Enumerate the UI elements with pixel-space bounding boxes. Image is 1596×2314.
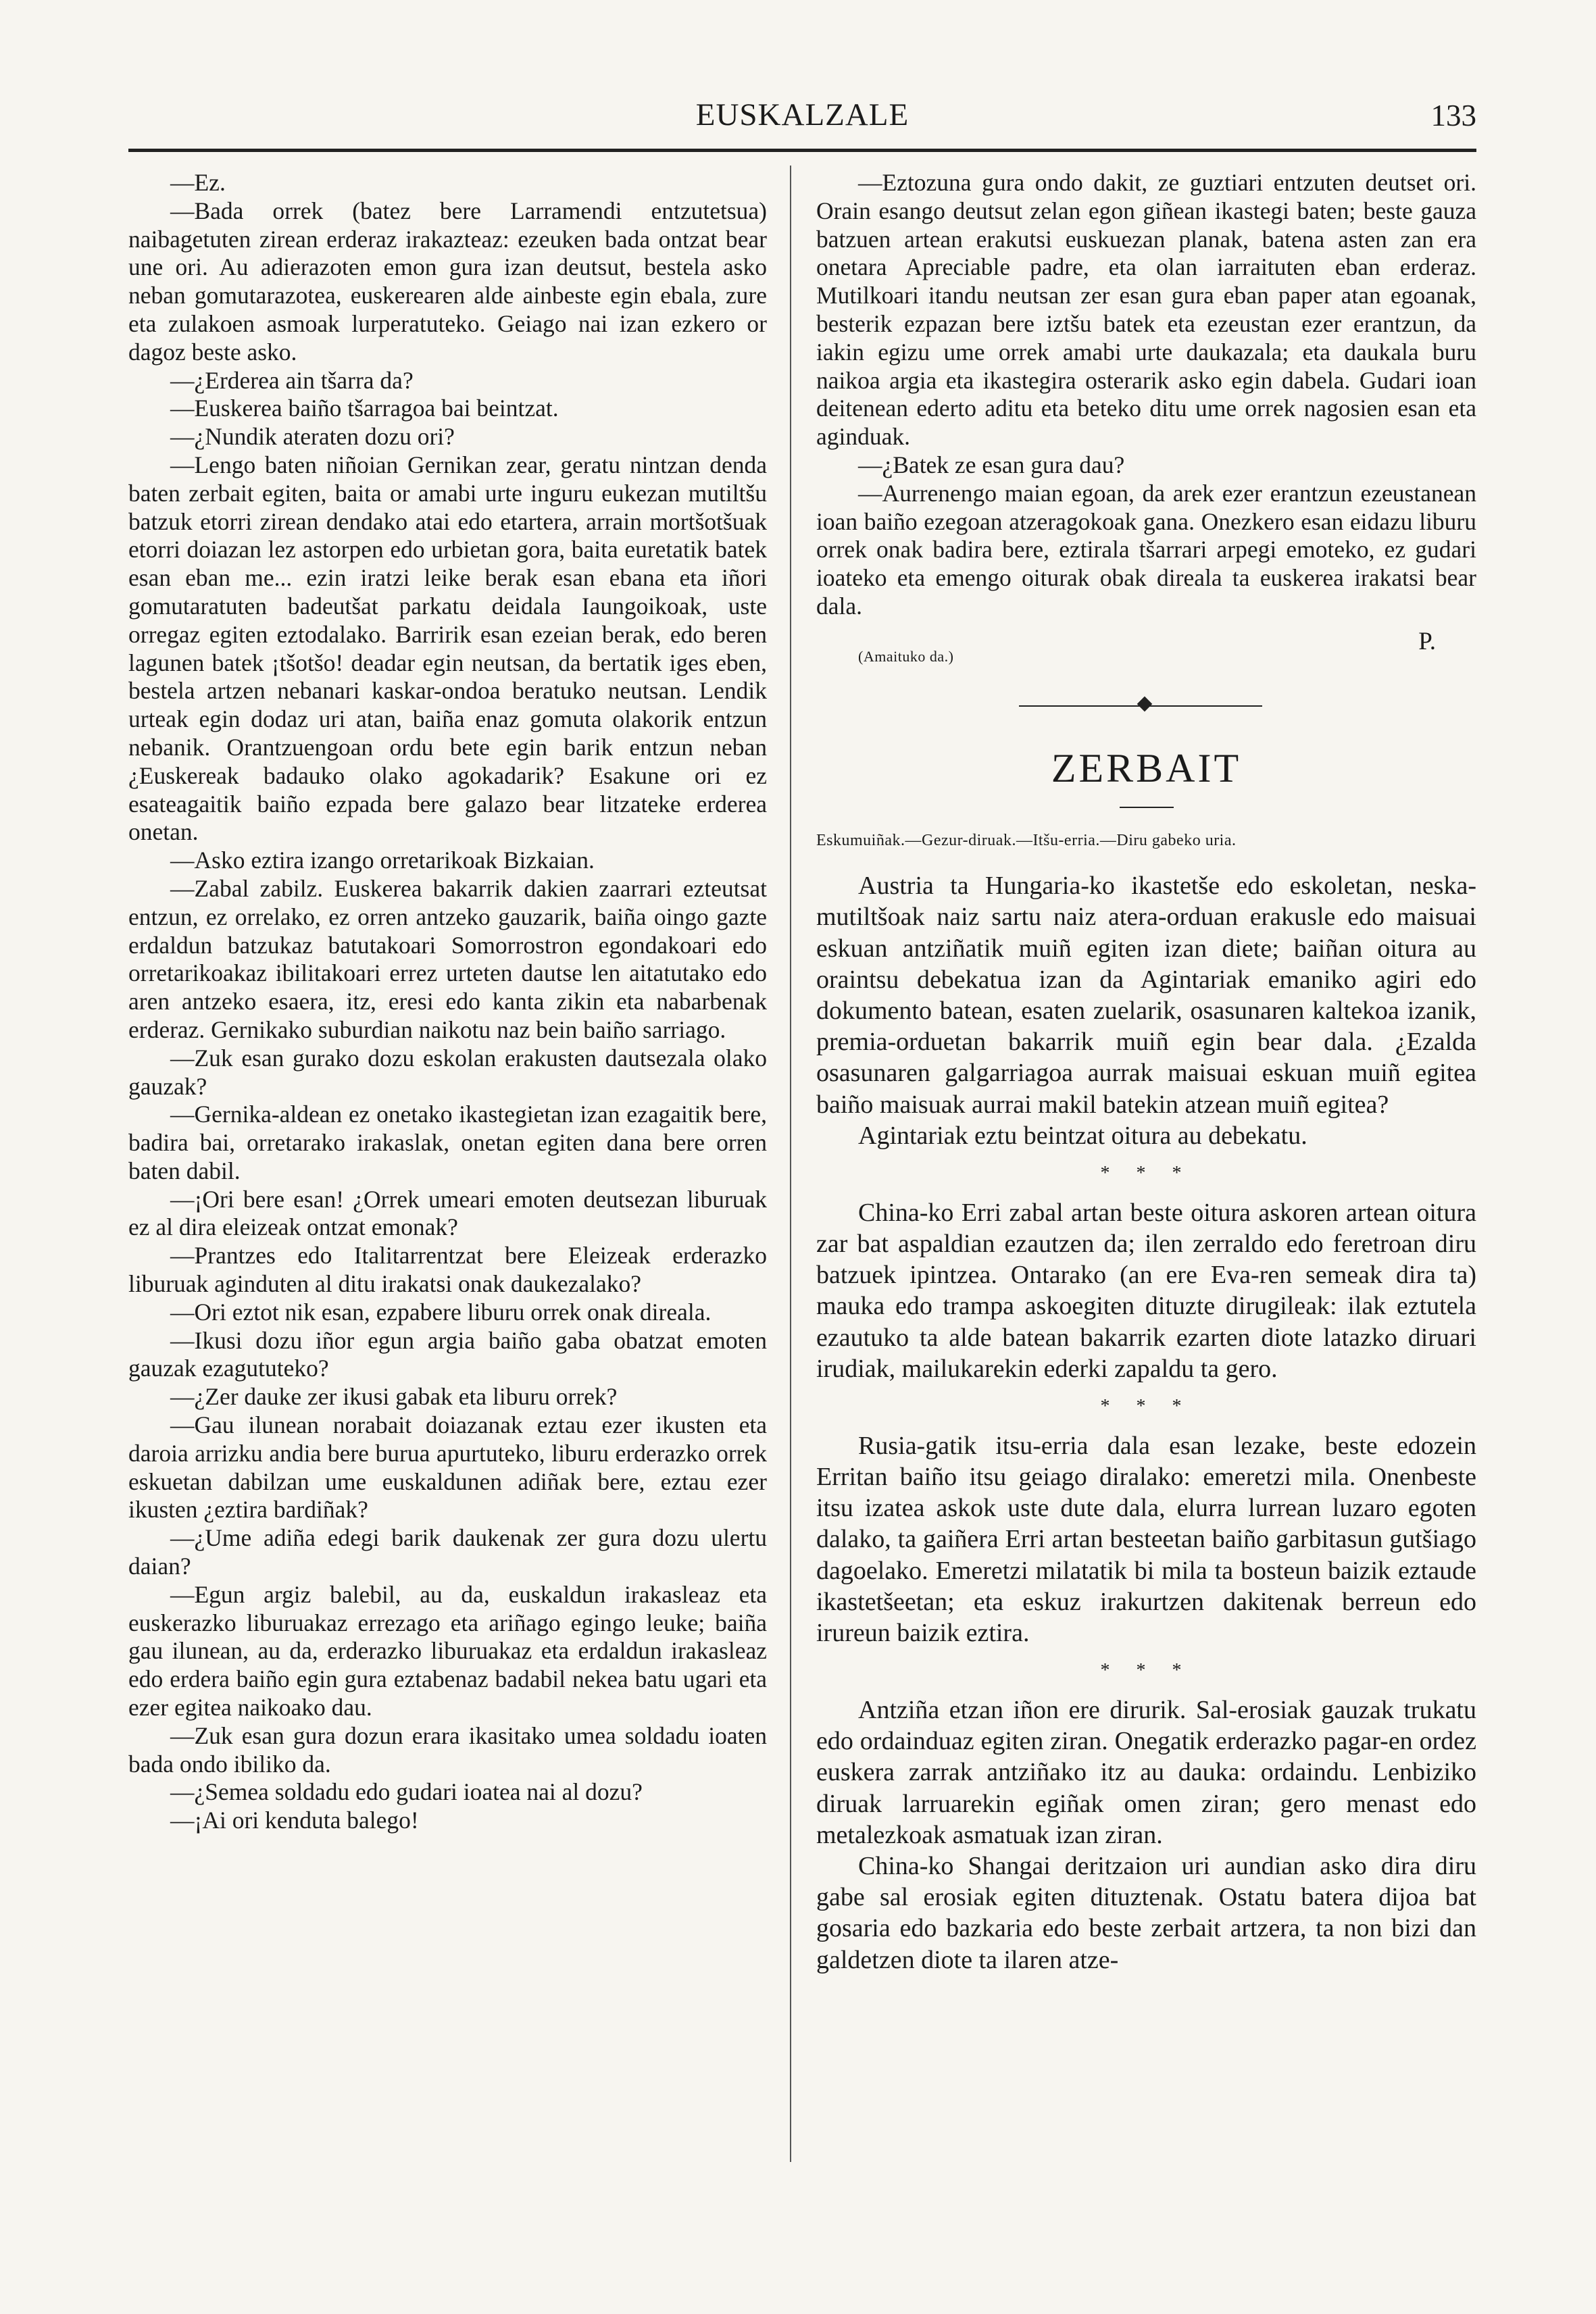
- section-subheads: Eskumuiñak.—Gezur-diruak.—Itšu-erria.—Diru gabeko uria.: [816, 832, 1237, 850]
- article-paragraph: Agintariak eztu beintzat oitura au debekatu.: [858, 1121, 1307, 1150]
- left-column: [128, 169, 767, 1835]
- dialogue-line: —Aurrenengo maian egoan, da arek ezer erantzun ezeustanean ioan baiño ezegoan atzeragokoak gana. Onezkero esan eidazu liburu orrek onak badira bere, eztirala tšarrari arpegi emoteko, ez gudari ioateko eta emengo oiturak obak direala ta euskerea irakatsi bear dala.: [816, 479, 1476, 620]
- article-paragraph: China-ko Erri zabal artan beste oitura askoren artean oitura zar bat aspaldian ezautzen da; ilen zerraldo edo feretroan diru batzuek ipintzea. Ontarako (an ere Eva-ren semeak dira ta) mauka edo trampa askoegiten dituzte dirugileak: ilak eztutela ezautuko ta alde batean bakarrik ezarten diote latazko diruari irudiak, mailukarekin ederki zapaldu ta gero.: [816, 1198, 1476, 1383]
- article-paragraph: Rusia-gatik itsu-erria dala esan lezake, beste edozein Erritan baiño itsu geiago diralako: emeretzi mila. Onenbeste itsu izatea askok uste dute dala, elurra lurrean luzaro egoten dalako, ta gaiñera Erri artan besteetan baiño garbitasun gutšiago dagoelako. Emeretzi milatatik bi mila ta bosteun baizik eztaude ikastetšeetan; eta eskuz irakurtzen dakitenak berreun edo irureun baizik eztira.: [816, 1431, 1476, 1647]
- dialogue-line: —Ori eztot nik esan, ezpabere liburu orrek onak direala.: [170, 1298, 712, 1326]
- dialogue-line: —Ikusi dozu iñor egun argia baiño gaba obatzat emoten gauzak ezagututeko?: [128, 1326, 767, 1382]
- dialogue-line: —¿Erderea ain tšarra da?: [170, 366, 414, 394]
- dialogue-line: —Gau ilunean norabait doiazanak eztau ezer ikusten eta daroia arrizku andia bere burua apurtuteko, liburu erderazko orrek eskuetan dabilzan ume euskaldunen adiñak bere, eztau ezer ikusten ¿eztira bardiñak?: [128, 1411, 767, 1524]
- page-number: 133: [1430, 99, 1476, 132]
- dialogue-line: —Zuk esan gura dozun erara ikasitako umea soldadu ioaten bada ondo ibiliko da.: [128, 1721, 767, 1778]
- dialogue-line: —¿Semea soldadu edo gudari ioatea nai al dozu?: [170, 1778, 643, 1806]
- page-header: [128, 91, 1476, 145]
- article-paragraph: Austria ta Hungaria-ko ikastetše edo eskoletan, neska-mutiltšoak naiz sartu naiz atera-orduan erakusle edo maisuai eskuan antziñatik muiñ egiten izan diete; baiñan oitura au oraintsu debekatua izan da Agintariak emaniko agiri edo dokumento batean, esaten zuelarik, osasunaren kaltekoa izanik, premia-orduetan bakarrik muiñ egin bear dala. ¿Ezalda osasunaren galgarriagoa aurrak maisuai eskuan muiñ egitea baiño maisuak aurrai makil batekin atzean muiñ egitea?: [816, 872, 1476, 1119]
- section-ornament: [816, 690, 1476, 724]
- header-rule: [128, 149, 1476, 152]
- section-title: ZERBAIT: [1051, 746, 1242, 791]
- dialogue-line: —¿Ume adiña edegi barik daukenak zer gura dozu ulertu daian?: [128, 1524, 767, 1580]
- right-column: [816, 169, 1476, 1976]
- dialogue-line: —Zuk esan gurako dozu eskolan erakusten dautsezala olako gauzak?: [128, 1044, 767, 1100]
- dialogue-line: —Euskerea baiño tšarragoa bai beintzat.: [170, 395, 559, 422]
- asterism: * * *: [1100, 1395, 1193, 1417]
- dialogue-line: —Egun argiz balebil, au da, euskaldun irakasleaz eta euskerazko liburuakaz errezago eta ariñago egingo leuke; baiña gau ilunean, au da, erderazko liburuakaz eta erdaldun irakasleaz edo erdera baiño egin gura eztabenaz badabil nekea batu ugari eta ezer egitea naikoako dau.: [128, 1580, 767, 1721]
- dialogue-line: —Asko eztira izango orretarikoak Bizkaian.: [170, 847, 595, 874]
- dialogue-line: —¡Ori bere esan! ¿Orrek umeari emoten deutsezan liburuak ez al dira eleizeak ontzat emonak?: [128, 1185, 767, 1241]
- dialogue-line: —Lengo baten niñoian Gernikan zear, geratu nintzan denda baten zerbait egiten, baita or amabi urte inguru eukezan mutiltšu batzuk etorri zirean dendako atai edo etartera, arrain mortšotšuak etorri doiazan lez astorpen edo urbietan gora, baita euretatik batek esan eban me... ezin iratzi leike berak esan ebana eta iñori gomutaratuten badeutšat parkatu deidala Iaungoikoak, uste orregaz egiten eztodalako. Barririk esan ezeian berak, edo beren lagunen batek ¡tšotšo! deadar egin neutsan, da bertatik iges eben, bestela artzen nebanari kaskar-ondoa beratuko neutsan. Lendik urteak egin dodaz uri atan, baiña enaz gomuta olakorik entzun nebanik. Orantzuengoan ordu bete egin barik entzun neban ¿Euskereak badauko olako agokadarik? Esakune ori ez esateagaitik baiño ezpada bere galazo bear litzateke erderea onetan.: [128, 451, 767, 846]
- dialogue-line: —Gernika-aldean ez onetako ikastegietan izan ezagaitik bere, badira bai, orretarako irakaslak, onetan egiten dana bere orren baten dabil.: [128, 1101, 767, 1184]
- asterism: * * *: [1100, 1660, 1193, 1682]
- column-divider: [790, 166, 791, 2162]
- asterism: * * *: [1100, 1162, 1193, 1184]
- author-signature: P.: [1418, 627, 1436, 655]
- dialogue-line: —Eztozuna gura ondo dakit, ze guztiari entzuten deutset ori. Orain esango deutsut zelan egon giñean ikastegi baten; beste gauza batzuen artean erakutsi euskuezan planak, batena asten zan era onetara Apreciable padre, eta olan iarraituten eban erderaz. Mutilkoari itandu neutsan zer esan gura eban paper atan egoanak, besterik ezpazan bere iztšu batek eta ezeustan ezer erantzun, da iakin egizu ume orrek amabi urte daukazala; eta daukala buru naikoa argia eta ikastegira osterarik asko egin dabela. Gudari ioan deitenean ederto aditu eta beteko ditu ume orrek nagosien esan eta aginduak.: [816, 169, 1476, 451]
- dialogue-line: —Zabal zabilz. Euskerea bakarrik dakien zaarrari ezteutsat entzun, ez orrelako, ez orren antzeko gauzarik, baiña oingo gazte erdaldun batzukaz batutakoari Somorrostron egondakoari edo orretarikoakaz ibilitakoari errez urteten dautse len aitatutako edo aren antzeko esaera, itz, eresi edo kanta zikin eta nabarbenak erderaz. Gernikako suburdian naikotu naz bein baiño sarriago.: [128, 874, 767, 1043]
- ornament-diamond-icon: [1137, 697, 1153, 712]
- section-body: [816, 870, 1476, 1976]
- title-rule: [1120, 807, 1174, 808]
- journal-title: EUSKALZALE: [695, 97, 909, 132]
- dialogue-line: —Ez.: [170, 169, 226, 196]
- dialogue-line: —¡Ai ori kenduta balego!: [170, 1807, 419, 1834]
- dialogue-line: —Bada orrek (batez bere Larramendi entzutetsua) naibagetuten zirean erderaz irakazteaz: ezeuken bada ontzat bear une ori. Au adierazoten emon gura izan deutsut, bestela asko neban gomutarazotea, euskerearen alde ainbeste egin ebala, zure eta zulakoen asmoak lurperatuteko. Geiago nai izan ezkero or dagoz beste asko.: [128, 197, 767, 366]
- article-paragraph: China-ko Shangai deritzaion uri aundian asko dira diru gabe sal erosiak egiten dituztenak. Ostatu batera dijoa bat gosaria edo bazkaria edo beste zerbait artzera, ta non bizi dan galdetzen diote ta ilaren atze-: [816, 1852, 1476, 1974]
- dialogue-line: —¿Nundik ateraten dozu ori?: [170, 423, 455, 451]
- continued-note: (Amaituko da.): [858, 647, 954, 665]
- dialogue-line: —¿Zer dauke zer ikusi gabak eta liburu orrek?: [170, 1383, 618, 1411]
- dialogue-line: —Prantzes edo Italitarrentzat bere Eleizeak erderazko liburuak aginduten al ditu irakatsi onak daukezalako?: [128, 1242, 767, 1298]
- article-paragraph: Antziña etzan iñon ere dirurik. Sal-erosiak gauzak trukatu edo ordainduaz egiten ziran. Onegatik erderazko pagar-en ordez euskera zarrak antziñako itz au dauka: ordaindu. Lenbiziko diruak larruarekin egiñak omen ziran; gero menast edo metalezkoak asmatuak izan ziran.: [816, 1696, 1476, 1849]
- dialogue-line: —¿Batek ze esan gura dau?: [858, 451, 1125, 478]
